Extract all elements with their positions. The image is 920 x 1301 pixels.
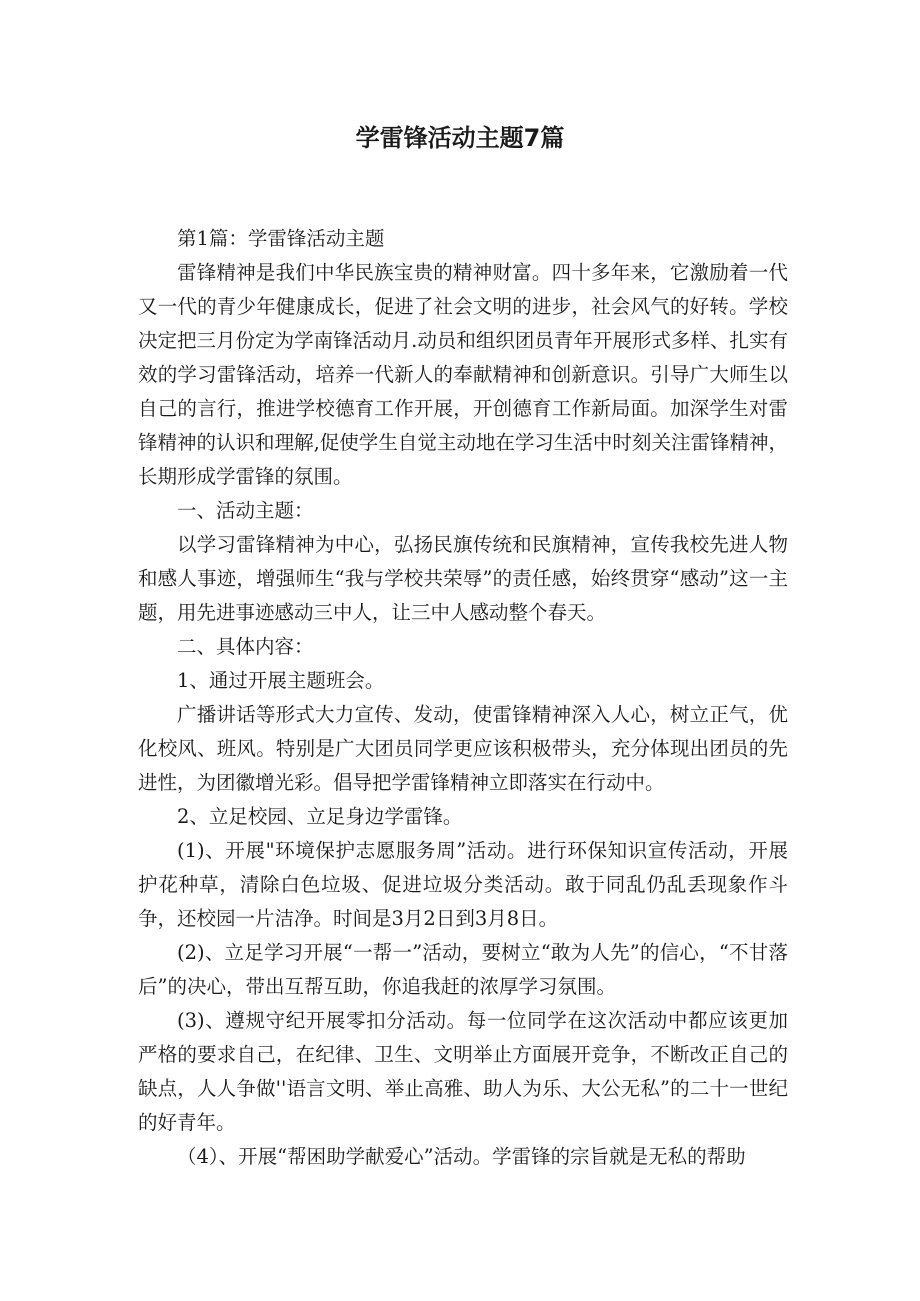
section-heading-part-1: 第1篇：学雷锋活动主题 [177,227,385,250]
paragraph-item-1: 广播讲话等形式大力宣传、发动，使雷锋精神深入人心，树立正气，优化校风、班风。特别是广大团员同学更应该积极带头，充分体现出团员的先进性，为团徽增光彩。倡导把学雷锋精神立即落实在行动中。 [138,703,788,794]
section-heading-specific-content: 二、具体内容： [177,635,314,658]
paragraph-intro: 雷锋精神是我们中华民族宝贵的精神财富。四十多年来，它激励着一代又一代的青少年健康成长，促进了社会文明的进步，社会风气的好转。学校决定把三月份定为学南锋活动月.动员和组织团员青年开展形式多样、扎实有效的学习雷锋活动，培养一代新人的奉献精神和创新意识。引导广大师生以自己的言行，推进学校德育工作开展，开创德育工作新局面。加深学生对雷锋精神的认识和理解,促使学生自觉主动地在学习生活中时刻关注雷锋精神，长期形成学雷锋的氛围。 [138,261,788,488]
document-body [138,222,788,1174]
paragraph-subitem-1: (1)、开展"环境保护志愿服务周”活动。进行环保知识宣传活动，开展护花种草，清除白色垃圾、促进垃圾分类活动。敢于同乱仍乱丢现象作斗争，还校园一片洁净。时间是3月2日到3月8日。 [138,839,788,930]
item-heading-1: 1、通过开展主题班会。 [177,669,385,692]
item-heading-2: 2、立足校园、立足身边学雷锋。 [177,805,463,828]
paragraph-subitem-4: （4）、开展“帮困助学献爱心”活动。学雷锋的宗旨就是无私的帮助 [177,1145,746,1168]
paragraph-subitem-2: (2)、立足学习开展“一帮一”活动，要树立“敢为人先”的信心，“不甘落后”的决心，带出互帮互助，你追我赶的浓厚学习氛围。 [138,941,788,998]
section-heading-activity-theme: 一、活动主题： [177,499,314,522]
paragraph-subitem-3: (3)、遵规守纪开展零扣分活动。每一位同学在这次活动中都应该更加严格的要求自己，在纪律、卫生、文明举止方面展开竞争，不断改正自己的缺点，人人争做''语言文明、举止高雅、助人为乐、大公无私”的二十一世纪的好青年。 [138,1009,788,1134]
document-title: 学雷锋活动主题7篇 [355,124,565,152]
paragraph-activity-theme: 以学习雷锋精神为中心，弘扬民旗传统和民旗精神，宣传我校先进人物和感人事迹，增强师生“我与学校共荣辱”的责任感，始终贯穿“感动”这一主题，用先进事迹感动三中人，让三中人感动整个春天。 [138,533,788,624]
